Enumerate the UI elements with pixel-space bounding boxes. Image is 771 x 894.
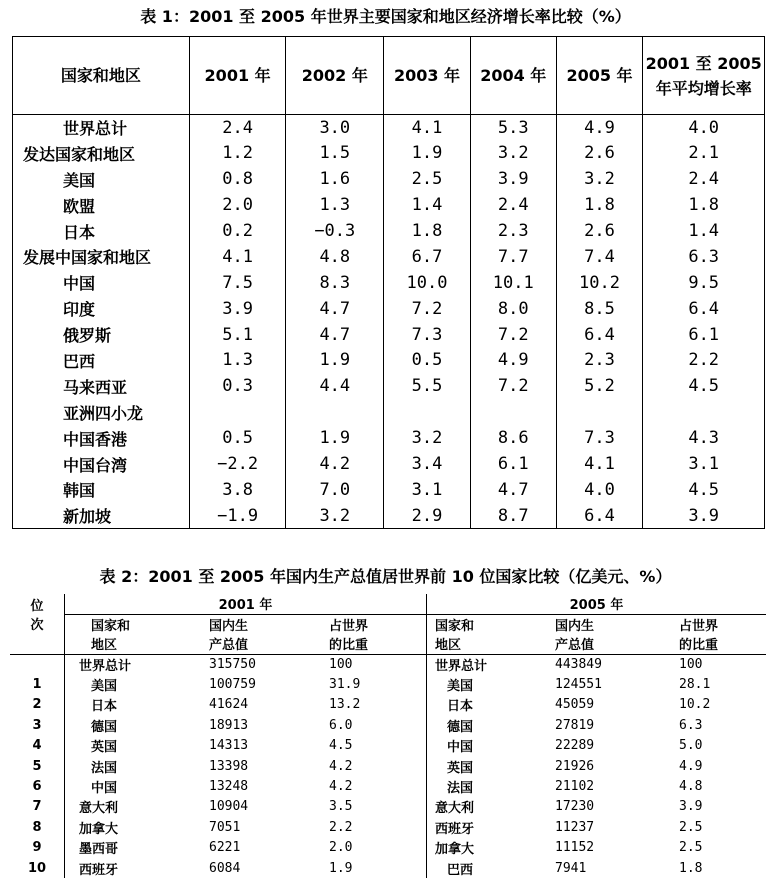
growth-value: 2.2	[643, 348, 765, 374]
table-row	[10, 838, 766, 858]
growth-value	[384, 399, 471, 425]
table2-subheader-row-1	[10, 614, 766, 634]
table-row	[10, 654, 766, 674]
growth-value: 3.0	[286, 115, 384, 141]
growth-value: 4.0	[556, 477, 643, 503]
gdp-2001-cell: 13398	[209, 758, 249, 774]
share-2001-cell: 2.0	[319, 838, 427, 858]
growth-value: 8.3	[286, 270, 384, 296]
table-row	[13, 166, 765, 192]
table-row	[13, 192, 765, 218]
share-2005-cell: 3.9	[679, 799, 703, 815]
rank-header-spacer	[10, 634, 65, 655]
country-2001-cell: 日本	[91, 699, 118, 715]
sub-header-gdp-a: 国内生	[209, 618, 249, 634]
table-row	[13, 348, 765, 374]
growth-value: 1.9	[286, 425, 384, 451]
col-header-2005: 2005 年	[556, 37, 643, 115]
growth-value: 3.1	[643, 451, 765, 477]
gdp-2001-cell: 7051	[209, 819, 241, 835]
table-row	[13, 218, 765, 244]
share-2001-cell: 4.2	[319, 776, 427, 796]
growth-value: 6.4	[643, 296, 765, 322]
growth-value: 4.5	[643, 373, 765, 399]
col-header-2003: 2003 年	[384, 37, 471, 115]
table-row	[10, 776, 766, 796]
gdp-2005-cell: 17230	[555, 799, 595, 815]
growth-value: 2.1	[643, 140, 765, 166]
growth-value: 4.7	[286, 296, 384, 322]
rank-cell: 3	[10, 715, 65, 735]
growth-value: 0.2	[189, 218, 286, 244]
growth-value: 3.2	[470, 140, 556, 166]
year-2001-header: 2001 年	[65, 594, 427, 614]
table-row	[10, 817, 766, 837]
share-2005-cell: 10.2	[679, 697, 711, 713]
table1-title: 表 1：2001 至 2005 年世界主要国家和地区经济增长率比较（%）	[140, 7, 631, 26]
gdp-2001-cell: 18913	[209, 717, 249, 733]
sub-header-country-a: 国家和	[91, 618, 131, 634]
growth-value: 4.4	[286, 373, 384, 399]
gdp-2005-cell: 7941	[555, 860, 587, 876]
share-2001-cell: 4.5	[319, 736, 427, 756]
growth-value: 3.2	[286, 503, 384, 529]
growth-value: 8.7	[470, 503, 556, 529]
rank-cell: 1	[10, 674, 65, 694]
region-name: 俄罗斯	[13, 322, 190, 348]
sub-header-share-b-2: 的比重	[665, 634, 766, 655]
growth-value: 5.1	[189, 322, 286, 348]
growth-value: 6.1	[643, 322, 765, 348]
growth-value: 0.8	[189, 166, 286, 192]
sub-header-country-a-2: 地区	[65, 634, 200, 655]
country-2005-cell: 西班牙	[435, 821, 475, 837]
growth-value: 3.4	[384, 451, 471, 477]
growth-value: 4.9	[470, 348, 556, 374]
region-name: 印度	[13, 296, 190, 322]
growth-value	[189, 399, 286, 425]
gdp-2001-cell: 14313	[209, 738, 249, 754]
growth-value: 7.3	[556, 425, 643, 451]
table-row	[13, 270, 765, 296]
region-name: 中国台湾	[13, 451, 190, 477]
growth-value: −0.3	[286, 218, 384, 244]
gdp-2005-cell: 21926	[555, 758, 595, 774]
table-row	[10, 797, 766, 817]
rank-cell: 9	[10, 838, 65, 858]
growth-value	[556, 399, 643, 425]
region-name: 日本	[13, 218, 190, 244]
country-2001-cell: 世界总计	[79, 658, 132, 674]
growth-value: 2.3	[470, 218, 556, 244]
growth-value: 4.0	[643, 115, 765, 141]
growth-value: 6.3	[643, 244, 765, 270]
growth-value: 4.7	[470, 477, 556, 503]
table-row	[13, 451, 765, 477]
country-2001-cell: 德国	[91, 719, 118, 735]
growth-value: 3.2	[556, 166, 643, 192]
growth-value: 4.1	[556, 451, 643, 477]
gdp-2001-cell: 6221	[209, 840, 241, 856]
col-header-region: 国家和地区	[13, 37, 190, 115]
country-2001-cell: 加拿大	[79, 821, 119, 837]
growth-value: 1.4	[384, 192, 471, 218]
gdp-2001-cell: 41624	[209, 697, 249, 713]
rank-header-bottom: 次	[10, 614, 65, 634]
table-row	[10, 756, 766, 776]
growth-value	[286, 399, 384, 425]
sub-header-share-b: 占世界	[679, 618, 719, 634]
country-2001-cell: 中国	[91, 781, 118, 797]
share-2001-cell: 13.2	[319, 695, 427, 715]
sub-header-gdp-b: 国内生	[555, 618, 595, 634]
region-name: 巴西	[13, 348, 190, 374]
table-row	[13, 296, 765, 322]
share-2005-cell: 4.8	[679, 779, 703, 795]
gdp-2001-cell: 315750	[209, 656, 256, 672]
gdp-2005-cell: 11152	[555, 840, 595, 856]
country-2005-cell: 中国	[447, 740, 474, 756]
col-header-2004: 2004 年	[470, 37, 556, 115]
country-2005-cell: 法国	[447, 781, 474, 797]
region-name: 韩国	[13, 477, 190, 503]
growth-value: 1.8	[384, 218, 471, 244]
growth-value: 6.7	[384, 244, 471, 270]
table-row	[10, 858, 766, 878]
growth-value: 0.5	[384, 348, 471, 374]
gdp-2001-cell: 10904	[209, 799, 249, 815]
gdp-2005-cell: 22289	[555, 738, 595, 754]
growth-value: 2.4	[643, 166, 765, 192]
rank-header-top: 位	[10, 594, 65, 614]
country-2005-cell: 巴西	[447, 862, 474, 878]
region-name: 中国	[13, 270, 190, 296]
country-2005-cell: 英国	[447, 760, 474, 776]
table-row	[10, 695, 766, 715]
region-name: 发达国家和地区	[13, 140, 190, 166]
table-row	[10, 736, 766, 756]
share-2005-cell: 28.1	[679, 677, 711, 693]
share-2005-cell: 4.9	[679, 758, 703, 774]
growth-value: 5.5	[384, 373, 471, 399]
growth-value: 3.9	[643, 503, 765, 529]
country-2005-cell: 日本	[447, 699, 474, 715]
share-2005-cell: 5.0	[679, 738, 703, 754]
table-row	[10, 715, 766, 735]
share-2001-cell: 1.9	[319, 858, 427, 878]
table2-body	[10, 654, 766, 878]
growth-value: 1.9	[384, 140, 471, 166]
gdp-2001-cell: 100759	[209, 677, 256, 693]
country-2001-cell: 西班牙	[79, 862, 119, 878]
table2-title: 表 2：2001 至 2005 年国内生产总值居世界前 10 位国家比较（亿美元、%）	[99, 567, 672, 586]
growth-value: 2.4	[470, 192, 556, 218]
share-2001-cell: 4.2	[319, 756, 427, 776]
growth-rate-table	[12, 36, 765, 529]
table-row	[13, 115, 765, 141]
growth-value: 0.3	[189, 373, 286, 399]
growth-value: 7.2	[470, 322, 556, 348]
growth-value: 7.2	[384, 296, 471, 322]
growth-value: 4.1	[384, 115, 471, 141]
share-2005-cell: 2.5	[679, 819, 703, 835]
growth-value: 1.6	[286, 166, 384, 192]
country-2005-cell: 世界总计	[435, 658, 488, 674]
country-2001-cell: 意大利	[79, 801, 119, 817]
table-row	[13, 503, 765, 529]
growth-value: 2.3	[556, 348, 643, 374]
region-name: 世界总计	[13, 115, 190, 141]
table-row	[13, 399, 765, 425]
growth-value: 2.6	[556, 140, 643, 166]
growth-value: 1.8	[556, 192, 643, 218]
growth-value: 1.2	[189, 140, 286, 166]
table-row	[13, 477, 765, 503]
growth-value: 7.7	[470, 244, 556, 270]
table2-year-row	[10, 594, 766, 614]
col-header-average: 2001 至 2005 年平均增长率	[643, 37, 765, 115]
rank-cell: 8	[10, 817, 65, 837]
table1-body	[13, 115, 765, 529]
rank-cell: 4	[10, 736, 65, 756]
growth-value: 9.5	[643, 270, 765, 296]
growth-value: 8.6	[470, 425, 556, 451]
rank-cell: 5	[10, 756, 65, 776]
gdp-2001-cell: 6084	[209, 860, 241, 876]
share-2001-cell: 3.5	[319, 797, 427, 817]
growth-value: 3.2	[384, 425, 471, 451]
region-name: 马来西亚	[13, 373, 190, 399]
gdp-ranking-table	[10, 594, 766, 878]
growth-value: 5.3	[470, 115, 556, 141]
region-name: 欧盟	[13, 192, 190, 218]
growth-value: 10.0	[384, 270, 471, 296]
table2-subheader-row-2	[10, 634, 766, 655]
sub-header-gdp-a-2: 产总值	[199, 634, 319, 655]
growth-value: 8.0	[470, 296, 556, 322]
country-2005-cell: 加拿大	[435, 842, 475, 858]
growth-value: 4.1	[189, 244, 286, 270]
growth-value: 3.9	[470, 166, 556, 192]
growth-value: 2.5	[384, 166, 471, 192]
share-2001-cell: 2.2	[319, 817, 427, 837]
country-2005-cell: 德国	[447, 719, 474, 735]
gdp-2005-cell: 27819	[555, 717, 595, 733]
growth-value: 6.4	[556, 322, 643, 348]
growth-value: 2.0	[189, 192, 286, 218]
share-2005-cell: 6.3	[679, 717, 703, 733]
gdp-2001-cell: 13248	[209, 779, 249, 795]
growth-value: 6.1	[470, 451, 556, 477]
growth-value: 6.4	[556, 503, 643, 529]
table-row	[13, 244, 765, 270]
share-2005-cell: 2.5	[679, 840, 703, 856]
share-2005-cell: 100	[679, 656, 703, 672]
rank-cell: 7	[10, 797, 65, 817]
growth-value: 1.3	[286, 192, 384, 218]
growth-value: 2.9	[384, 503, 471, 529]
sub-header-country-b-2: 地区	[427, 634, 548, 655]
table-row	[13, 425, 765, 451]
sub-header-share-a: 占世界	[319, 614, 427, 634]
growth-value: 5.2	[556, 373, 643, 399]
region-name: 亚洲四小龙	[13, 399, 190, 425]
col-header-2002: 2002 年	[286, 37, 384, 115]
table1-header-row	[13, 37, 765, 115]
growth-value: 4.2	[286, 451, 384, 477]
region-name: 美国	[13, 166, 190, 192]
table-row	[13, 373, 765, 399]
rank-cell: 6	[10, 776, 65, 796]
sub-header-gdp-b-2: 产总值	[547, 634, 665, 655]
growth-value: 4.9	[556, 115, 643, 141]
growth-value: 2.4	[189, 115, 286, 141]
growth-value: 7.5	[189, 270, 286, 296]
growth-value: 4.7	[286, 322, 384, 348]
country-2005-cell: 意大利	[435, 801, 475, 817]
country-2001-cell: 英国	[91, 740, 118, 756]
sub-header-country-b: 国家和	[435, 618, 475, 634]
rank-cell: 2	[10, 695, 65, 715]
growth-value: −1.9	[189, 503, 286, 529]
country-2001-cell: 美国	[91, 679, 118, 695]
growth-value: 1.4	[643, 218, 765, 244]
share-2001-cell: 6.0	[319, 715, 427, 735]
growth-value: 4.8	[286, 244, 384, 270]
gdp-2005-cell: 11237	[555, 819, 595, 835]
col-header-2001: 2001 年	[189, 37, 286, 115]
share-2005-cell: 1.8	[679, 860, 703, 876]
rank-cell	[10, 654, 65, 674]
growth-value: 2.6	[556, 218, 643, 244]
growth-value: 3.9	[189, 296, 286, 322]
growth-value: 1.9	[286, 348, 384, 374]
gdp-2005-cell: 45059	[555, 697, 595, 713]
growth-value	[470, 399, 556, 425]
country-2001-cell: 墨西哥	[79, 842, 119, 858]
growth-value: 4.3	[643, 425, 765, 451]
growth-value: 7.2	[470, 373, 556, 399]
growth-value: 4.5	[643, 477, 765, 503]
share-2001-cell: 31.9	[319, 674, 427, 694]
growth-value: 10.1	[470, 270, 556, 296]
sub-header-share-a-2: 的比重	[319, 634, 427, 655]
growth-value: −2.2	[189, 451, 286, 477]
growth-value: 1.8	[643, 192, 765, 218]
growth-value: 1.3	[189, 348, 286, 374]
share-2001-cell: 100	[319, 654, 427, 674]
growth-value: 8.5	[556, 296, 643, 322]
year-2005-header: 2005 年	[427, 594, 767, 614]
gdp-2005-cell: 124551	[555, 677, 602, 693]
growth-value: 7.3	[384, 322, 471, 348]
country-2001-cell: 法国	[91, 760, 118, 776]
table-row	[10, 674, 766, 694]
table-row	[13, 140, 765, 166]
region-name: 中国香港	[13, 425, 190, 451]
growth-value: 0.5	[189, 425, 286, 451]
region-name: 发展中国家和地区	[13, 244, 190, 270]
growth-value: 7.4	[556, 244, 643, 270]
growth-value: 3.8	[189, 477, 286, 503]
region-name: 新加坡	[13, 503, 190, 529]
growth-value	[643, 399, 765, 425]
gdp-2005-cell: 443849	[555, 656, 602, 672]
growth-value: 1.5	[286, 140, 384, 166]
table-row	[13, 322, 765, 348]
growth-value: 10.2	[556, 270, 643, 296]
growth-value: 3.1	[384, 477, 471, 503]
growth-value: 7.0	[286, 477, 384, 503]
gdp-2005-cell: 21102	[555, 779, 595, 795]
country-2005-cell: 美国	[447, 679, 474, 695]
rank-cell: 10	[10, 858, 65, 878]
